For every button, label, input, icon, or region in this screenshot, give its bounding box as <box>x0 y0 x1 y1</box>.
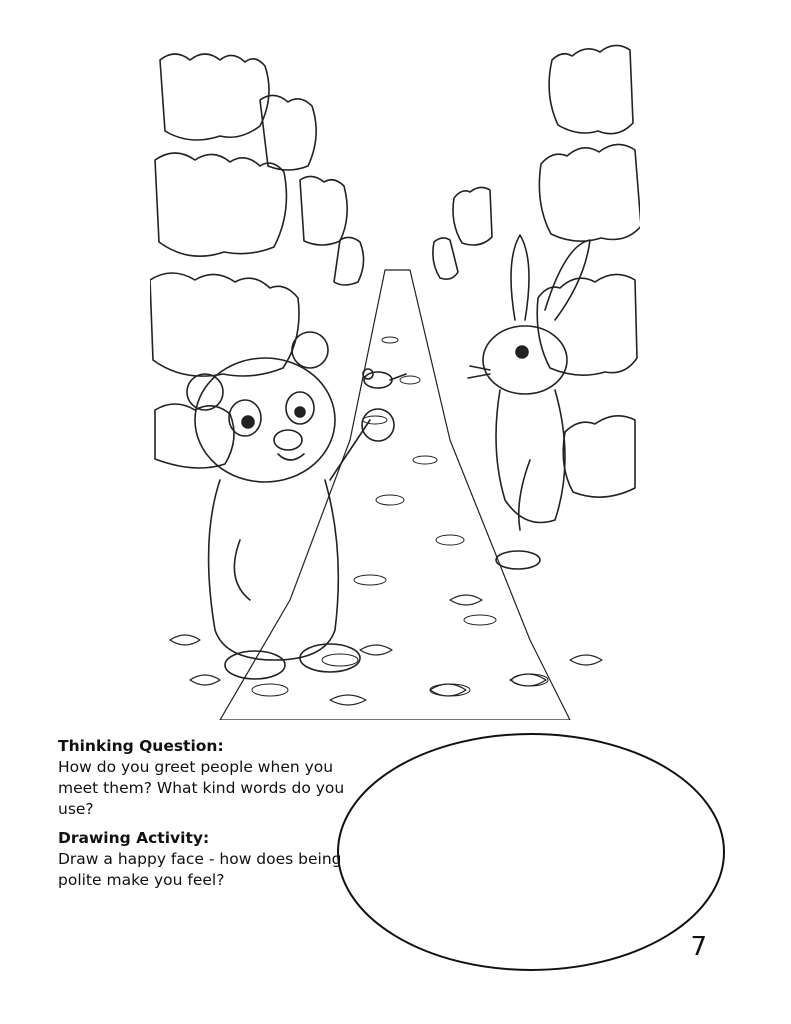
question-panel <box>58 736 348 899</box>
thinking-question-heading: Thinking Question: <box>58 737 224 755</box>
drawing-activity-heading: Drawing Activity: <box>58 829 210 847</box>
bear-cub-icon <box>187 332 394 679</box>
drawing-area-oval[interactable] <box>336 732 726 972</box>
coloring-illustration <box>150 40 640 720</box>
thinking-question-text: How do you greet people when you meet them? What kind words do you use? <box>58 758 345 818</box>
drawing-activity-text: Draw a happy face - how does being polite make you feel? <box>58 850 342 889</box>
rabbit-icon <box>468 235 590 569</box>
bird-icon <box>363 369 406 388</box>
page-number: 7 <box>690 932 707 962</box>
right-hedge-icon <box>433 45 640 497</box>
